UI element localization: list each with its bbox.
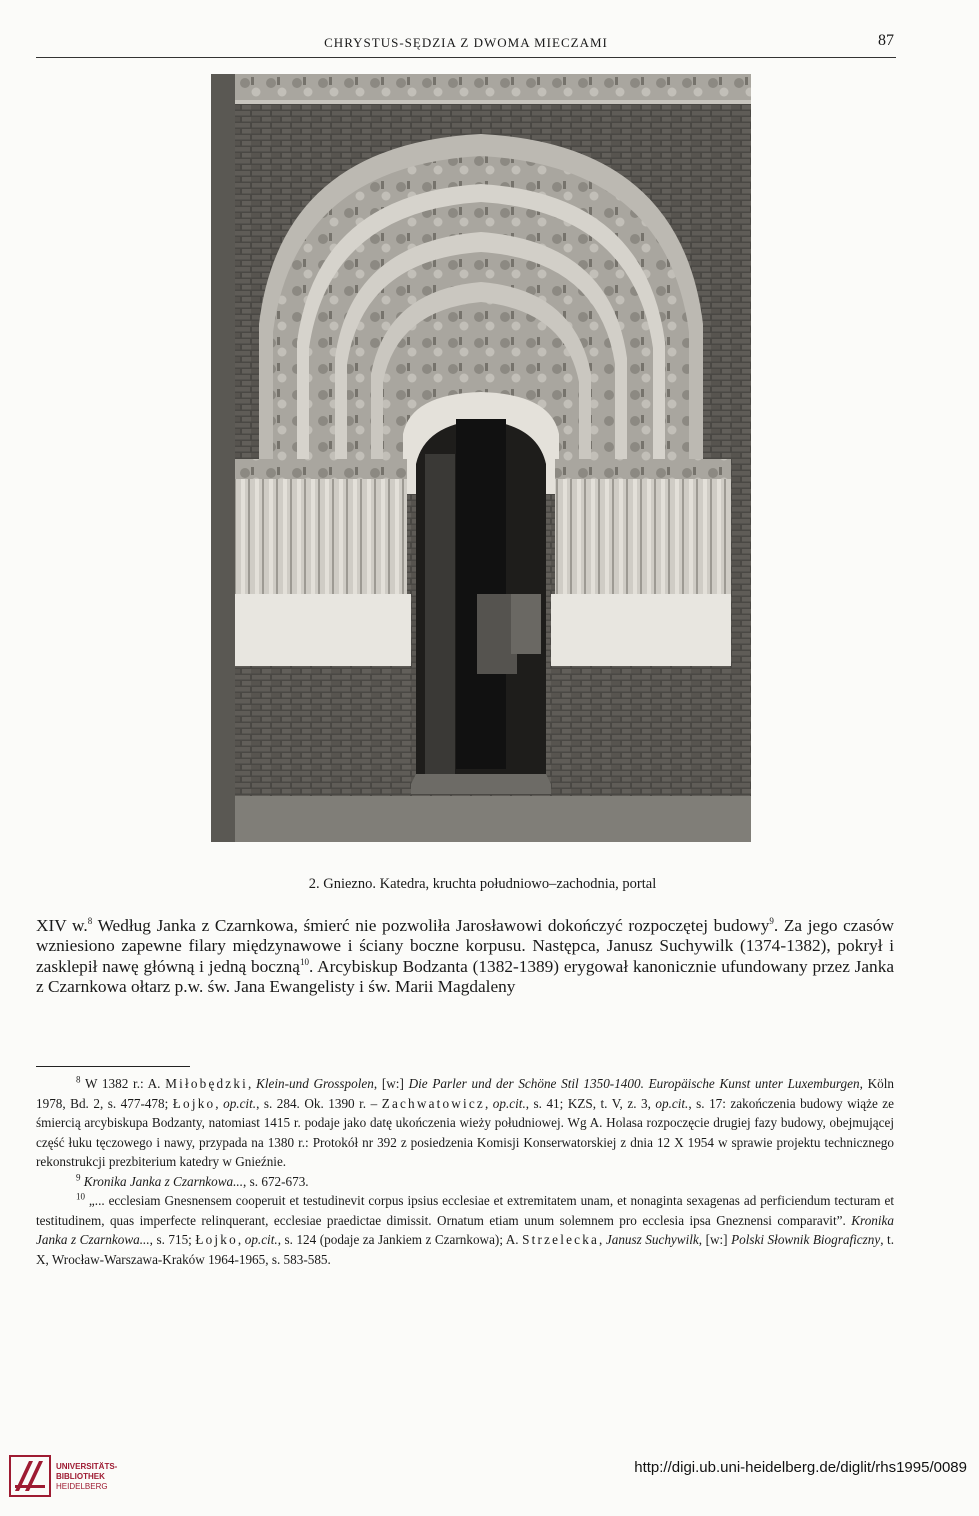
- text-run: . Arcybiskup Bodzanta (1382-1389) erygował kanonicznie ufundowany przez Janka z Czarnkowa ołtarz p.w. św. Jana Ewangelisty i św. Marii Magdaleny: [36, 956, 895, 997]
- op-cit: op.cit.: [223, 1095, 257, 1111]
- text-run: , t. X, Wrocław-Warszawa-Kraków 1964-1965, s. 583-585.: [36, 1232, 895, 1267]
- work-title: Klein-und Grosspolen: [256, 1076, 374, 1091]
- photograph-icon: [211, 74, 751, 842]
- author-name: Łojko: [195, 1232, 238, 1247]
- op-cit: op.cit.: [244, 1232, 278, 1247]
- footnote-number: 10: [76, 1191, 85, 1202]
- text-run: . Za jego czasów wzniesiono zapewne filary międzynawowe i ściany boczne korpusu. Następca, Janusz Suchywilk (1374-1382), pokrył i zasklepił nawę główną i jedną boczną: [36, 916, 894, 976]
- text-run: Według Janka z Czarnkowa, śmierć nie pozwoliła Jarosławowi dokończyć rozpoczętej budowy: [92, 916, 770, 935]
- text-run: ,: [215, 1095, 224, 1111]
- author-name: Zachwatowicz: [381, 1095, 485, 1111]
- logo-text: [56, 1462, 117, 1492]
- op-cit: op.cit.: [492, 1095, 526, 1111]
- logo-line: BIBLIOTHEK: [56, 1472, 105, 1481]
- text-run: , s. 124 (podaje za Jankiem z Czarnkowa); A.: [277, 1232, 523, 1247]
- author-name: Łojko: [172, 1095, 216, 1111]
- running-head: [36, 32, 896, 58]
- logo-line: UNIVERSITÄTS-: [56, 1462, 118, 1471]
- text-run: ,: [237, 1232, 245, 1247]
- text-run: „... ecclesiam Gnesnensem cooperuit et testudinevit corpus ipsius ecclesiae et extremitatem unam, et nonaginta sexagenas ad perficiendum tecturam et testitudinem, quas imperfecte relinquerant, ecclesiae praedictae dimissit. Ornatum etiam unum solemnem pro ecclesia ipsa Gneznensi comparavit”.: [36, 1193, 894, 1228]
- footnote-10: [36, 1191, 894, 1269]
- op-cit: op.cit.: [655, 1095, 689, 1111]
- body-paragraph: [36, 916, 894, 998]
- text-run: , [w:]: [373, 1076, 409, 1091]
- body-text: [36, 916, 894, 998]
- portal-photograph: [211, 74, 751, 842]
- work-title: Janusz Suchywilk: [605, 1232, 699, 1247]
- footnotes: [36, 1074, 894, 1269]
- text-run: , s. 17: zakończenia budowy wiąże ze śmiercią arcybiskupa Bodzanty, natomiast 1415 r. podaje jako datę ukończenia wieży południowej. Wg A. Holasa rozpoczęcie drugiej fazy budowy, obejmującej część łuku tęczowego i nawy, przypada na 1380 r.: Protokół nr 392 z posiedzenia Komisji Konserwatorskiej z dnia 12 X 1954 w sprawie projektu technicznego rekonstrukcji prezbiterium katedry w Gnieźnie.: [36, 1095, 895, 1169]
- work-title: Kronika Janka z Czarnkowa...: [36, 1212, 894, 1247]
- footnote-8: [36, 1074, 894, 1172]
- footnote-ref[interactable]: 8: [87, 916, 93, 927]
- author-name: Strzelecka: [522, 1232, 600, 1247]
- text-run: , s. 715;: [149, 1232, 196, 1247]
- footnote-9: [36, 1172, 894, 1192]
- library-logo[interactable]: [9, 1455, 149, 1500]
- author-name: Miłobędzki: [165, 1076, 249, 1091]
- running-title: CHRYSTUS-SĘDZIA Z DWOMA MIECZAMI: [324, 35, 608, 50]
- footnote-ref[interactable]: 9: [769, 916, 774, 927]
- footnote-ref[interactable]: 10: [299, 957, 309, 968]
- footnote-number: 8: [76, 1074, 81, 1085]
- work-title: Polski Słownik Biograficzny: [731, 1232, 881, 1247]
- figure-caption: 2. Gniezno. Katedra, kruchta południowo–zachodnia, portal: [308, 876, 657, 892]
- text-run: ,: [599, 1232, 606, 1247]
- work-title: Die Parler und der Schöne Stil 1350-1400. Europäische Kunst unter Luxemburgen: [408, 1076, 860, 1091]
- work-title: Kronika Janka z Czarnkowa...: [83, 1173, 244, 1189]
- source-url-link[interactable]: http://digi.ub.uni-heidelberg.de/diglit/rhs1995/0089: [634, 1459, 967, 1476]
- ub-heidelberg-logo-icon: [9, 1455, 51, 1497]
- text-run: ,: [484, 1095, 493, 1111]
- text-run: W 1382 r.: A.: [80, 1076, 166, 1091]
- text-run: ,: [248, 1076, 257, 1091]
- text-run: , s. 284. Ok. 1390 r. –: [256, 1095, 382, 1111]
- text-run: XIV w.: [36, 916, 88, 935]
- text-run: , s. 672-673.: [243, 1173, 309, 1189]
- text-run: , Köln 1978, Bd. 2, s. 477-478;: [36, 1076, 895, 1111]
- page-number: 87: [878, 32, 894, 49]
- text-run: , s. 41; KZS, t. V, z. 3,: [525, 1095, 656, 1111]
- footnote-rule: [36, 1066, 190, 1067]
- footnote-number: 9: [76, 1172, 81, 1183]
- text-run: , [w:]: [698, 1232, 732, 1247]
- logo-line: HEIDELBERG: [56, 1482, 108, 1491]
